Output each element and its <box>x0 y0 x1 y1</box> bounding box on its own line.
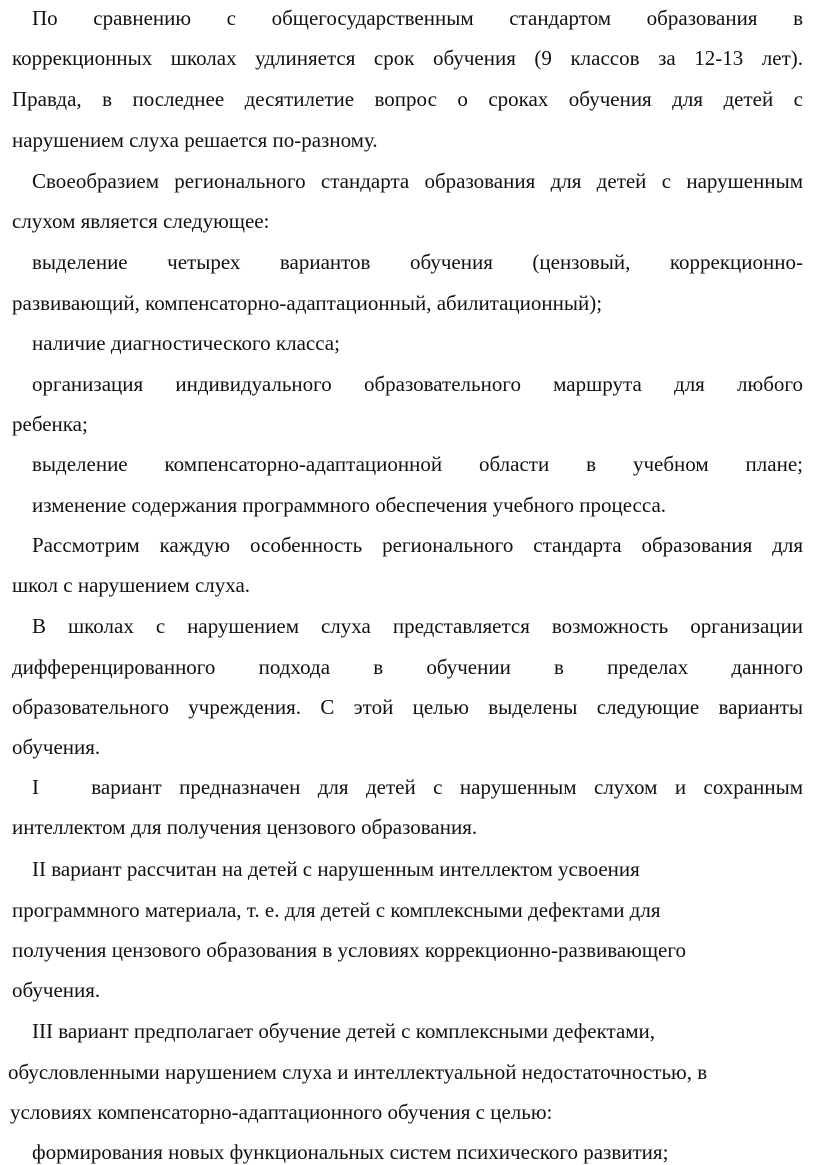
list-item: наличие диагностического класса; <box>32 331 340 355</box>
text-line: слухом является следующее: <box>12 209 270 233</box>
text-line: обучения. <box>12 735 101 759</box>
text-line: Правда, в последнее десятилетие вопрос о сроках обучения для детей с <box>12 87 803 111</box>
text-line: условиях компенсаторно-адаптационного обучения с целью: <box>10 1100 553 1124</box>
text-line: Рассмотрим каждую особенность регионального стандарта образования для <box>32 533 803 557</box>
text-line: интеллектом для получения цензового образования. <box>12 815 478 839</box>
text-line: По сравнению с общегосударственным стандартом образования в <box>32 6 803 30</box>
variant-one-line: I вариант предназначен для детей с нарушенным слухом и сохранным <box>32 775 803 799</box>
text-line: развивающий, компенсаторно-адаптационный, абилитационный); <box>12 291 603 315</box>
list-item: выделение четырех вариантов обучения (цензовый, коррекционно- <box>32 250 803 274</box>
list-item: формирования новых функциональных систем психического развития; <box>32 1140 669 1164</box>
list-item: выделение компенсаторно-адаптационной области в учебном плане; <box>32 452 803 476</box>
text-line: нарушением слуха решается по-разному. <box>12 128 378 152</box>
text-line: обусловленными нарушением слуха и интеллектуальной недостаточностью, в <box>8 1060 708 1084</box>
text-line: образовательного учреждения. С этой целью выделены следующие варианты <box>12 695 803 719</box>
text-line: программного материала, т. е. для детей с комплексными дефектами для <box>12 898 661 922</box>
text-line: обучения. <box>12 978 101 1002</box>
text-line: дифференцированного подхода в обучении в пределах данного <box>12 655 803 679</box>
list-item: изменение содержания программного обеспечения учебного процесса. <box>32 493 667 517</box>
text-line: ребенка; <box>12 412 88 436</box>
text-line: В школах с нарушением слуха представляется возможность организации <box>32 614 803 638</box>
variant-two-line: II вариант рассчитан на детей с нарушенным интеллектом усвоения <box>32 857 640 881</box>
text-line: получения цензового образования в условиях коррекционно-развивающего <box>12 938 686 962</box>
variant-three-line: III вариант предполагает обучение детей с комплексными дефектами, <box>32 1019 656 1043</box>
text-line: школ с нарушением слуха. <box>12 573 251 597</box>
text-line: коррекционных школах удлиняется срок обучения (9 классов за 12-13 лет). <box>12 46 803 70</box>
list-item: организация индивидуального образовательного маршрута для любого <box>32 372 803 396</box>
text-line: Своеобразием регионального стандарта образования для детей с нарушенным <box>32 169 803 193</box>
